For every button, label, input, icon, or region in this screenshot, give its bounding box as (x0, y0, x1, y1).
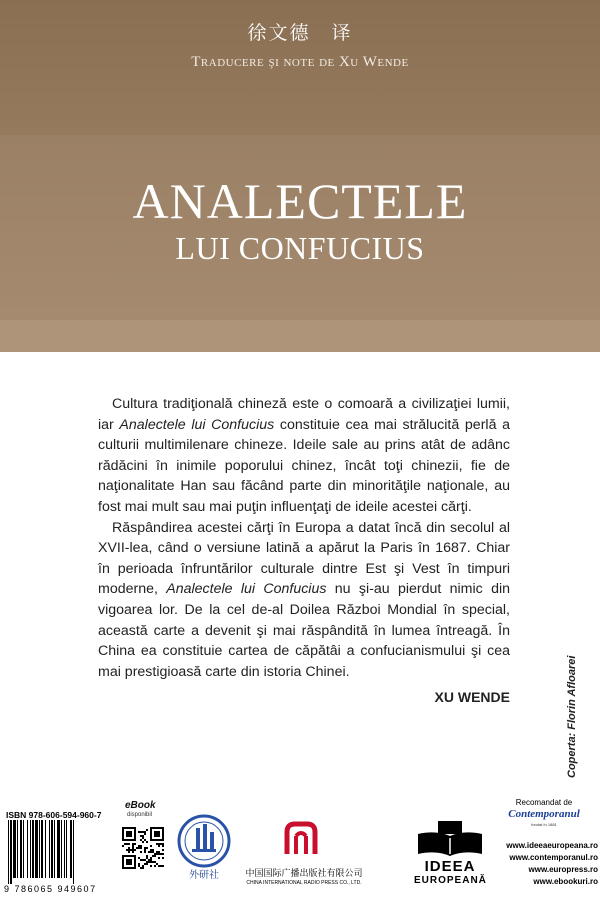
qr-module (138, 847, 140, 849)
qr-module (154, 861, 156, 863)
qr-module (158, 843, 160, 845)
qr-module (140, 859, 142, 861)
barcode-bar (66, 820, 67, 878)
qr-module (152, 861, 154, 863)
ebook-available: disponibil (127, 812, 153, 818)
cirp-name-english: CHINA INTERNATIONAL RADIO PRESS CO., LTD. (246, 880, 362, 886)
qr-module (162, 845, 164, 847)
qr-module (148, 851, 150, 853)
cirp-name-chinese: 中国国际广播出版社有限公司 (245, 869, 363, 879)
qr-module (134, 843, 136, 845)
qr-module (158, 853, 160, 855)
qr-module (140, 845, 142, 847)
website-link[interactable]: www.contemporanul.ro (509, 853, 598, 862)
cirp-logo-icon (279, 820, 323, 860)
qr-module (142, 837, 144, 839)
qr-module (146, 855, 148, 857)
qr-module (150, 851, 152, 853)
qr-module (156, 863, 158, 865)
barcode-bar (10, 820, 12, 884)
qr-module (122, 845, 124, 847)
barcode-bar (73, 820, 74, 884)
qr-module (156, 843, 158, 845)
barcode-bar (64, 820, 65, 878)
barcode-bar (20, 820, 22, 878)
qr-module (144, 839, 146, 841)
qr-module (158, 845, 160, 847)
qr-module (140, 831, 142, 833)
qr-module (162, 853, 164, 855)
contemporanul-logo: Contemporanul (508, 808, 580, 820)
qr-module (146, 829, 148, 831)
qr-module (150, 857, 152, 859)
qr-module (144, 863, 146, 865)
ideea-subname: EUROPEANĂ (414, 875, 487, 886)
qr-module (140, 867, 142, 869)
qr-module (142, 865, 144, 867)
qr-module (140, 847, 142, 849)
qr-module (162, 843, 164, 845)
qr-module (146, 861, 148, 863)
barcode-bar (17, 820, 18, 878)
book-title: ANALECTELE (132, 173, 468, 229)
qr-module (146, 841, 148, 843)
qr-module (142, 867, 144, 869)
blurb-paragraph-2: Răspândirea acestei cărţi în Europa a datat încă din secolul al XVII-lea, când o versiune latină a apărut la Paris în 1687. Chiar în perioada înfruntărilor culturale dintre Est şi Vest în timpuri moderne, Analectele lui Confucius nu şi-au pierdut nimic din vigoarea lor. De la cel de-al Doilea Război Mondial în special, această carte a devenit şi mai răspândită în lumea întreagă. În China ea constituie cartea de căpătâi a confucianismului şi cea mai prestigioasă carte din istoria Chinei. (98, 519, 510, 680)
barcode-bar (35, 820, 38, 878)
qr-module (150, 845, 152, 847)
barcode-bar (54, 820, 55, 878)
qr-module (126, 849, 128, 851)
qr-module (138, 857, 140, 859)
qr-module (144, 859, 146, 861)
qr-module (150, 859, 152, 861)
qr-module (148, 859, 150, 861)
barcode-bar (39, 820, 40, 878)
book-subtitle: LUI CONFUCIUS (175, 230, 425, 266)
barcode-bar (70, 820, 72, 878)
isbn-label: ISBN 978-606-594-960-7 (6, 810, 102, 820)
barcode-bar (51, 820, 53, 878)
barcode-digits: 9 786065 949607 (4, 884, 97, 894)
website-link[interactable]: www.europress.ro (528, 865, 598, 874)
barcode-bar (23, 820, 24, 878)
qr-module (152, 851, 154, 853)
qr-module (128, 849, 130, 851)
ideea-europeana-book-icon (414, 820, 486, 858)
qr-module (138, 865, 140, 867)
qr-module (140, 851, 142, 853)
qr-module (160, 865, 162, 867)
book-title-italic: Analectele lui Confucius (119, 416, 275, 433)
qr-module (150, 849, 152, 851)
qr-code (122, 827, 164, 869)
qr-module (152, 855, 154, 857)
qr-module (144, 831, 146, 833)
qr-module (132, 847, 134, 849)
qr-module (144, 847, 146, 849)
cover-designer-credit: Coperta: Florin Afloarei (566, 655, 578, 778)
qr-module (126, 859, 132, 865)
barcode-bar (41, 820, 43, 878)
qr-module (146, 847, 148, 849)
barcode-bar (49, 820, 50, 878)
qr-module (132, 849, 134, 851)
qr-module (160, 853, 162, 855)
qr-module (142, 835, 144, 837)
barcode-bar (13, 820, 16, 878)
qr-module (138, 845, 140, 847)
barcode-bar (61, 820, 62, 878)
qr-module (152, 849, 154, 851)
barcode-bar (45, 820, 46, 878)
qr-module (142, 859, 144, 861)
barcode-bar (27, 820, 28, 878)
website-list (492, 840, 598, 888)
qr-module (154, 831, 160, 837)
qr-module (128, 847, 130, 849)
qr-module (162, 865, 164, 867)
qr-module (146, 857, 148, 859)
translator-romanian: Traducere şi note de Xu Wende (191, 54, 409, 70)
qr-module (140, 839, 142, 841)
ideea-name: IDEEA (424, 858, 476, 875)
qr-module (160, 843, 162, 845)
qr-module (158, 857, 160, 859)
book-title-italic: Analectele lui Confucius (166, 581, 327, 598)
recommended-label: Recomandat de (515, 798, 573, 807)
qr-module (154, 853, 156, 855)
qr-module (136, 847, 138, 849)
qr-module (144, 849, 146, 851)
qr-module (144, 851, 146, 853)
fltrp-name: 外研社 (189, 870, 219, 881)
barcode-bar (30, 820, 31, 878)
barcode-bar (32, 820, 34, 878)
barcode-bar (57, 820, 60, 878)
qr-module (150, 861, 152, 863)
website-link[interactable]: www.ideeaeuropeana.ro (506, 841, 598, 850)
qr-module (156, 853, 158, 855)
qr-module (128, 851, 130, 853)
qr-module (128, 843, 130, 845)
qr-module (134, 849, 136, 851)
qr-module (138, 863, 140, 865)
qr-module (146, 863, 148, 865)
translator-chinese: 徐文德 译 (247, 22, 353, 44)
qr-module (158, 865, 160, 867)
cover-header (0, 0, 600, 352)
qr-module (158, 851, 160, 853)
qr-module (140, 835, 142, 837)
qr-module (138, 831, 140, 833)
back-cover-blurb (98, 394, 510, 682)
qr-module (132, 845, 134, 847)
qr-module (162, 849, 164, 851)
qr-module (126, 843, 128, 845)
qr-module (154, 855, 156, 857)
blurb-paragraph-1: Cultura tradiţională chineză este o comoară a civilizaţiei lumii, iar Analectele lui Confucius constituie cea mai strălucită perlă a culturii multimilenare chineze. Ideile sale au prins atât de adânc rădăcini în inimile poporului chinez, încât toţi chinezii, fie de naţionalitate Han sau făcând parte din minorităţile naţionale, au fost mai mult sau mai puţin influenţaţi de ideile acestei cărţi. (98, 396, 510, 515)
qr-module (144, 833, 146, 835)
qr-module (142, 831, 144, 833)
qr-module (132, 851, 134, 853)
contemporanul-subtitle: fondat în 1881 (531, 822, 557, 827)
barcode-bar (8, 820, 9, 884)
isbn-barcode (6, 820, 108, 884)
qr-module (142, 841, 144, 843)
qr-module (156, 851, 158, 853)
qr-module (124, 843, 126, 845)
qr-module (154, 865, 156, 867)
qr-module (130, 849, 132, 851)
author-signature: XU WENDE (434, 689, 510, 705)
qr-module (150, 865, 152, 867)
ebook-label: eBook (125, 800, 156, 811)
qr-module (148, 861, 150, 863)
website-link[interactable]: www.ebookuri.ro (533, 877, 598, 886)
qr-module (132, 843, 134, 845)
header-band-bottom (0, 320, 600, 352)
qr-module (126, 831, 132, 837)
qr-module (162, 857, 164, 859)
